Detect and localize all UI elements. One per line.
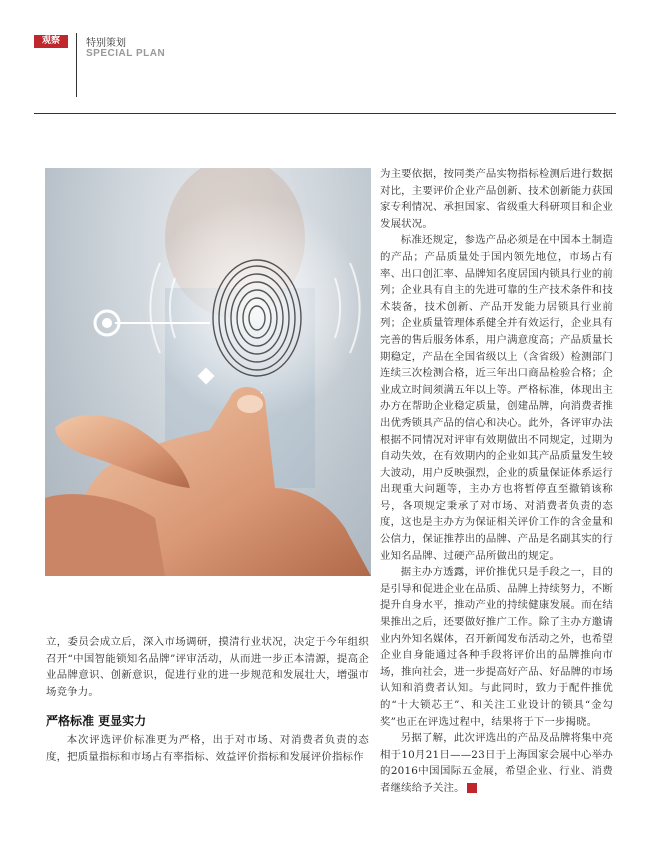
fingerprint-touch-image-icon [45,168,371,576]
left-column [46,634,369,766]
paragraph: 立，委员会成立后，深入市场调研，摸清行业状况，决定于今年组织召开“中国智能锁知名品牌”评审活动，从而进一步正本清源，提高企业品牌意识、创新意识，促进行业的进一步规范和发展壮大，增强市场竞争力。 [46,636,369,698]
paragraph: 为主要依据，按同类产品实物指标检测后进行数据对比，主要评价企业产品创新、技术创新能力获国家专利情况、承担国家、省级重大科研项目和企业发展状况。 [380,168,613,230]
column-title-english: SPECIAL PLAN [86,48,166,59]
paragraph: 本次评选评价标准更为严格，出于对市场、对消费者负责的态度，把质量指标和市场占有率指标、效益评价指标和发展评价指标作 [46,734,369,763]
paragraph-final [380,730,613,796]
paragraph: 据主办方透露，评价推优只是手段之一，目的是引导和促进企业在品质、品牌上持续努力，不断提升自身水平，推动产业的持续健康发展。而在结果推出之后，还要做好推广工作。除了主办方邀请业内外知名媒体，召开新闻发布活动之外，也希望企业自身能通过各种手段将评价出的品牌推向市场，推向社会，进一步提高好产品、好品牌的市场认知和消费者认知。与此同时，致力于配件推优的“十大锁芯王”、和关注工业设计的锁具“金勾奖”也正在评选过程中，结果将于下一步揭晓。 [380,566,613,728]
header-divider-vertical [76,33,77,97]
right-column [380,166,613,797]
section-tag: 观察 [34,35,68,48]
column-title: 特别策划 [86,38,126,49]
section-heading: 严格标准 更显实力 [46,714,147,729]
end-mark-icon: 图 [467,783,477,793]
paragraph-text: 另据了解，此次评选出的产品及品牌将集中亮相于10月21日——23日于上海国家会展中心举办的2016中国国际五金展，希望企业、行业、消费者继续给予关注。 [380,732,613,794]
header-divider-horizontal [34,113,616,114]
paragraph: 标准还规定，参选产品必须是在中国本土制造的产品；产品质量处于国内领先地位，市场占有率、出口创汇率、品牌知名度居国内锁具行业的前列；企业具有自主的先进可靠的生产技术条件和技术装备，技术创新、产品开发能力居锁具行业前列；企业质量管理体系健全并有效运行，企业具有完善的售后服务体系，用户满意度高；产品质量长期稳定，产品在全国省级以上（含省级）检测部门连续三次检测合格，近三年出口商品检验合格；企业成立时间须满五年以上等。严格标准，体现出主办方在帮助企业稳定质量，创建品牌，向消费者推出优秀锁具产品的信心和决心。此外，各评审办法根据不同情况对评审有效期做出不同规定，过期为自动失效，在有效期内的企业如其产品质量发生较大波动，用户反映强烈，企业的质量保证体系运行出现重大问题等，主办方也将暂停直至撤销该称号，各项规定秉承了对市场、对消费者负责的态度，这也是主办方为保证相关评价工作的含金量和公信力，保证推荐出的品牌、产品是名副其实的行业知名品牌、过硬产品所做出的规定。 [380,234,613,562]
